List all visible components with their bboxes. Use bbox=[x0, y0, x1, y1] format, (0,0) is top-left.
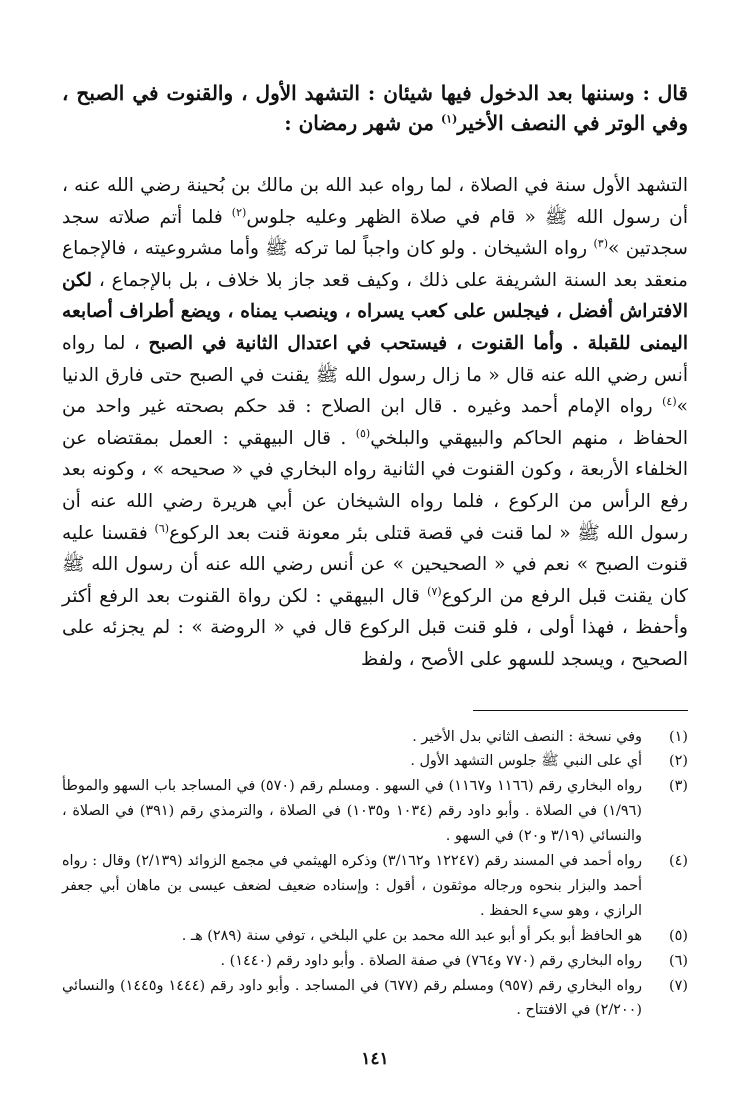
footnote-marker[interactable]: (٢) bbox=[231, 205, 247, 219]
footnote bbox=[62, 749, 688, 774]
footnote-text: أي على النبي ﷺ جلوس التشهد الأول . bbox=[410, 753, 642, 770]
footnote-marker[interactable]: (٥) bbox=[355, 426, 371, 440]
footnote-text: رواه أحمد في المسند رقم (١٢٢٤٧ و٣/١٦٢) وذكره الهيثمي في مجمع الزوائد (٢/١٣٩) وقال : رواه أحمد والبزار بنحوه ورجاله موثقون ، أقول : وإسناده ضعيف لضعف عيسى بن ماهان أبي جعفر الرازي ، وهو سيء الحفظ . bbox=[62, 853, 643, 919]
footnote-text: رواه البخاري رقم (٧٧٠ و٧٦٤) في صفة الصلاة . وأبو داود رقم (١٤٤٠) . bbox=[220, 952, 642, 969]
page-number: ١٤١ bbox=[361, 1049, 389, 1069]
footnote-number: (٤) bbox=[669, 853, 688, 870]
footnote-marker[interactable]: (٣) bbox=[593, 237, 608, 250]
footnote-number: (١) bbox=[669, 728, 688, 745]
footnote-text: وفي نسخة : النصف الثاني بدل الأخير . bbox=[412, 728, 642, 745]
paragraph-text: قال البيهقي : لكن رواة القنوت بعد الرفع أكثر وأحفظ ، فهذا أولى ، فلو قنت قبل الركوع قال في « الروضة » : لم يجزئه على الصحيح ، ويسجد للسهو على الأصح ، ولفظ bbox=[62, 585, 688, 670]
footnote bbox=[62, 974, 688, 1024]
footnote bbox=[62, 949, 688, 974]
footnote-marker[interactable]: (٤) bbox=[662, 394, 677, 408]
footnote-text: رواه البخاري رقم (٩٥٧) ومسلم رقم (٦٧٧) في المساجد . وأبو داود رقم (١٤٤٤ و١٤٤٥) والنسائي (٢/٢٠٠) في الافتتاح . bbox=[62, 977, 642, 1019]
paragraph-text: فلما أتم صلاته سجد سجدتين » bbox=[62, 206, 688, 260]
footnote-text: هو الحافظ أبو بكر أو أبو عبد الله محمد بن علي البلخي ، توفي سنة (٢٨٩) هـ . bbox=[181, 927, 642, 944]
main-paragraph bbox=[62, 170, 688, 676]
footnote bbox=[62, 725, 688, 750]
footnote-number: (٥) bbox=[669, 927, 688, 944]
footnote-number: (٣) bbox=[669, 778, 688, 795]
footnote-number: (٧) bbox=[669, 977, 688, 994]
footnote-divider bbox=[473, 710, 688, 711]
paragraph-text: . قال البيهقي : العمل بمقتضاه عن الخلفاء الأربعة ، وكون القنوت في الثانية رواه البخاري في « صحيحه » ، وكونه بعد رفع الرأس من الركوع ، فلما رواه الشيخان عن أبي هريرة رضي الله عنه أن رسول الله ﷺ « لما قنت في قصة قتلى بئر معونة قنت بعد الركوع bbox=[62, 427, 689, 544]
page-content bbox=[62, 78, 688, 1023]
footnote-marker[interactable]: (٦) bbox=[154, 521, 170, 535]
footnote bbox=[62, 774, 688, 849]
paragraph-text: رواه الشيخان . ولو كان واجباً لما تركه ﷺ وأما مشروعيته ، فالإجماع منعقد بعد السنة الشريفة على ذلك ، وكيف قعد جاز بلا خلاف ، بل بالإجماع ، bbox=[62, 238, 688, 291]
footnote bbox=[62, 849, 688, 924]
footnote-marker[interactable]: (٧) bbox=[427, 584, 442, 598]
paragraph-text: التشهد الأول سنة في الصلاة ، لما رواه عبد الله بن مالك بن بُحينة رضي الله عنه ، أن رسول الله ﷺ « قام في صلاة الظهر وعليه جلوس bbox=[62, 175, 688, 228]
footnote-text: رواه البخاري رقم (١١٦٦ و١١٦٧) في السهو . ومسلم رقم (٥٧٠) في المساجد باب السهو والموطأ (١/٩٦) في الصلاة . وأبو داود رقم (١٠٣٤ و١٠٣٥) في الصلاة ، والترمذي رقم (٣٩١) في الصلاة ، والنسائي (٣/١٩ و٢٠) في السهو . bbox=[62, 778, 643, 845]
footnote-number: (٢) bbox=[669, 753, 688, 770]
section-heading: قال : وسننها بعد الدخول فيها شيئان : التشهد الأول ، والقنوت في الصبح ، وفي الوتر في النصف الأخير$^{(١)}$ من شهر رمضان : bbox=[62, 81, 688, 135]
footnotes-list bbox=[62, 725, 688, 1024]
paragraph-text: ، لما رواه أنس رضي الله عنه قال « ما زال رسول الله ﷺ يقنت في الصبح حتى فارق الدنيا » bbox=[62, 332, 688, 418]
paragraph-text: رواه الإمام أحمد وغيره . قال ابن الصلاح : قد حكم بصحته غير واحد من الحفاظ ، منهم الحاكم والبيهقي والبلخي bbox=[62, 396, 688, 449]
footnote bbox=[62, 924, 688, 949]
footnote-number: (٦) bbox=[669, 952, 688, 969]
bold-text: لكن الافتراش أفضل ، فيجلس على كعب يسراه ، وينصب يمناه ، ويضع أطراف أصابعه اليمنى للقبلة . وأما القنوت ، فيستحب في اعتدال الثانية في الصبح bbox=[62, 269, 688, 354]
paragraph-text: فقسنا عليه قنوت الصبح » نعم في « الصحيحين » عن أنس رضي الله عنه أن رسول الله ﷺ كان يقنت قبل الرفع من الركوع bbox=[62, 522, 688, 607]
footnote-marker[interactable]: (١) bbox=[440, 112, 458, 126]
